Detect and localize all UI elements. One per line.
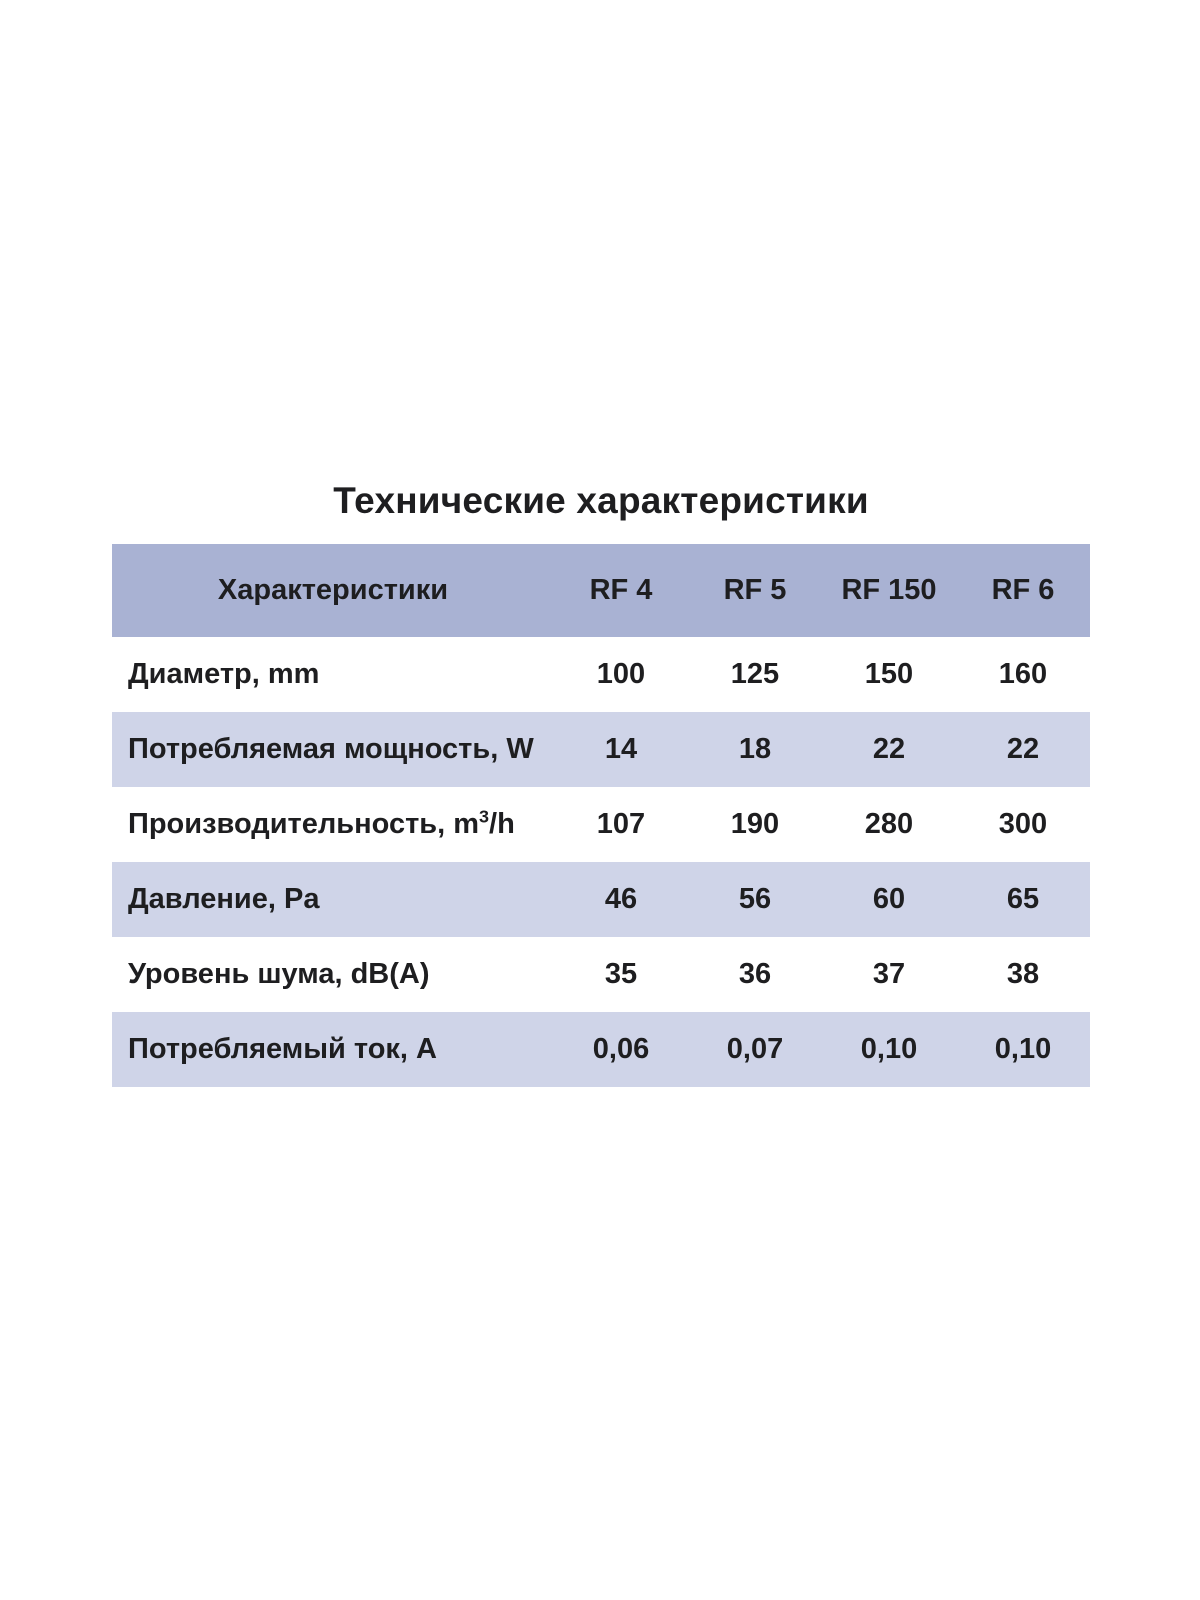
table-row-power: [112, 712, 1090, 787]
table-row-noise: [112, 937, 1090, 1012]
cell-value: 0,06: [592, 1032, 650, 1065]
row-label: Уровень шума, dB(A): [128, 957, 430, 990]
header-col-rf6: RF 6: [991, 573, 1055, 606]
cell-value: 37: [872, 957, 906, 990]
cell-value: 0,10: [994, 1032, 1052, 1065]
cell-value: 0,07: [726, 1032, 784, 1065]
cell-value: 36: [738, 957, 772, 990]
cell-value: 18: [738, 732, 772, 765]
cell-value: 100: [596, 657, 646, 690]
row-label: Производительность, $m^3/h$: [128, 805, 515, 840]
row-label: Потребляемый ток, A: [128, 1032, 437, 1065]
cell-value: 22: [872, 732, 906, 765]
table-row-airflow: [112, 787, 1090, 862]
cell-value: 150: [864, 657, 914, 690]
cell-value: 0,10: [860, 1032, 918, 1065]
table-row-current: [112, 1012, 1090, 1087]
row-label: Давление, Pa: [128, 882, 320, 915]
cell-value: 60: [872, 882, 906, 915]
cell-value: 35: [604, 957, 638, 990]
table-row-pressure: [112, 862, 1090, 937]
row-label: Потребляемая мощность, W: [128, 732, 534, 765]
cell-value: 56: [738, 882, 772, 915]
header-col-rf150: RF 150: [841, 573, 937, 606]
table-header-row: [112, 544, 1090, 637]
spec-table: [112, 544, 1090, 1087]
cell-value: 125: [730, 657, 780, 690]
cell-value: 190: [730, 807, 780, 840]
header-col-rf4: RF 4: [589, 573, 653, 606]
cell-value: 280: [864, 807, 914, 840]
page-title: Технические характеристики: [333, 480, 869, 521]
cell-value: 14: [604, 732, 638, 765]
cell-value: 65: [1006, 882, 1040, 915]
row-label: Диаметр, mm: [128, 657, 320, 690]
cell-value: 22: [1006, 732, 1040, 765]
cell-value: 107: [596, 807, 646, 840]
cell-value: 300: [998, 807, 1048, 840]
cell-value: 160: [998, 657, 1048, 690]
header-characteristics: Характеристики: [217, 573, 449, 606]
cell-value: 38: [1006, 957, 1040, 990]
cell-value: 46: [604, 882, 638, 915]
header-col-rf5: RF 5: [723, 573, 787, 606]
table-row-diameter: [112, 637, 1090, 712]
